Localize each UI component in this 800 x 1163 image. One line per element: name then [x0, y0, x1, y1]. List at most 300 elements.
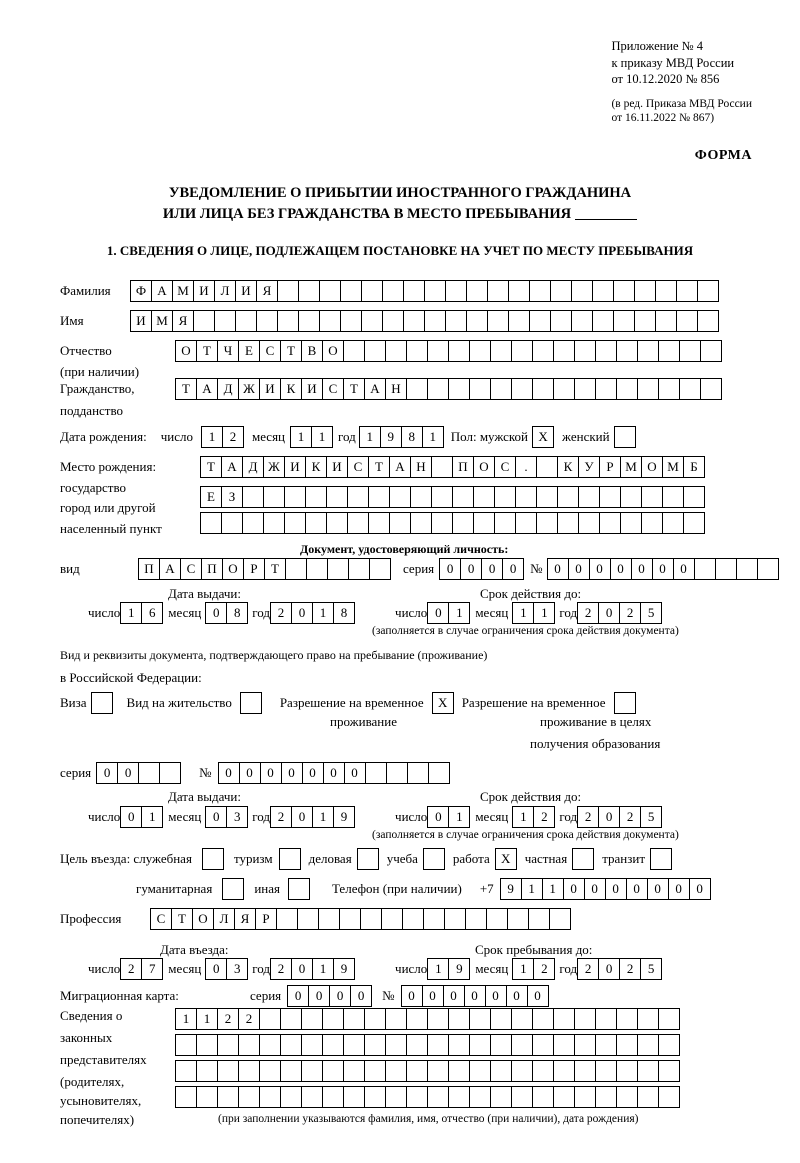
char-cell[interactable] [318, 908, 340, 930]
char-cell[interactable]: 3 [226, 806, 248, 828]
char-cell[interactable] [595, 1060, 617, 1082]
char-cell[interactable]: 0 [205, 958, 227, 980]
char-cell[interactable] [641, 486, 663, 508]
char-cell[interactable] [326, 512, 348, 534]
char-cell[interactable]: 2 [533, 958, 555, 980]
char-cell[interactable] [385, 1060, 407, 1082]
char-cell[interactable]: К [557, 456, 579, 478]
char-cell[interactable] [613, 280, 635, 302]
purpose-checkbox-humanitarian[interactable] [222, 878, 244, 900]
char-cell[interactable] [339, 908, 361, 930]
char-cell[interactable] [637, 378, 659, 400]
char-cell[interactable]: 0 [350, 985, 372, 1007]
char-cell[interactable] [276, 908, 298, 930]
char-cell[interactable] [327, 558, 349, 580]
stay-day-input[interactable] [427, 958, 470, 980]
char-cell[interactable]: 0 [205, 806, 227, 828]
char-cell[interactable]: 0 [673, 558, 695, 580]
char-cell[interactable] [574, 378, 596, 400]
char-cell[interactable] [322, 1086, 344, 1108]
char-cell[interactable]: 9 [333, 958, 355, 980]
char-cell[interactable]: 0 [547, 558, 569, 580]
char-cell[interactable] [571, 310, 593, 332]
char-cell[interactable] [242, 512, 264, 534]
char-cell[interactable] [406, 378, 428, 400]
char-cell[interactable]: Е [238, 340, 260, 362]
char-cell[interactable] [490, 1008, 512, 1030]
char-cell[interactable] [369, 558, 391, 580]
char-cell[interactable]: 0 [598, 958, 620, 980]
char-cell[interactable]: И [235, 280, 257, 302]
char-cell[interactable] [305, 486, 327, 508]
char-cell[interactable] [595, 1008, 617, 1030]
char-cell[interactable]: Р [255, 908, 277, 930]
char-cell[interactable] [637, 1086, 659, 1108]
char-cell[interactable]: Р [243, 558, 265, 580]
char-cell[interactable]: 9 [380, 426, 402, 448]
char-cell[interactable] [368, 512, 390, 534]
char-cell[interactable] [616, 1060, 638, 1082]
char-cell[interactable]: 1 [448, 602, 470, 624]
residence-checkbox[interactable] [240, 692, 262, 714]
char-cell[interactable]: 5 [640, 806, 662, 828]
char-cell[interactable]: К [280, 378, 302, 400]
char-cell[interactable] [532, 1086, 554, 1108]
char-cell[interactable] [364, 1060, 386, 1082]
char-cell[interactable] [574, 1034, 596, 1056]
char-cell[interactable]: П [452, 456, 474, 478]
char-cell[interactable] [196, 1034, 218, 1056]
char-cell[interactable] [620, 512, 642, 534]
char-cell[interactable] [553, 1008, 575, 1030]
char-cell[interactable] [427, 340, 449, 362]
char-cell[interactable]: 0 [218, 762, 240, 784]
char-cell[interactable]: 3 [226, 958, 248, 980]
char-cell[interactable] [486, 908, 508, 930]
char-cell[interactable] [410, 512, 432, 534]
char-cell[interactable] [200, 512, 222, 534]
char-cell[interactable]: Б [683, 456, 705, 478]
char-cell[interactable] [511, 1060, 533, 1082]
name-input[interactable] [130, 310, 719, 332]
char-cell[interactable]: 0 [598, 602, 620, 624]
char-cell[interactable]: Д [217, 378, 239, 400]
char-cell[interactable]: 2 [217, 1008, 239, 1030]
entry-day-input[interactable] [120, 958, 163, 980]
id-issue-year-input[interactable] [270, 602, 355, 624]
profession-input[interactable] [150, 908, 571, 930]
char-cell[interactable] [196, 1060, 218, 1082]
char-cell[interactable] [490, 340, 512, 362]
char-cell[interactable] [340, 280, 362, 302]
purpose-checkbox-chastnaya[interactable] [572, 848, 594, 870]
char-cell[interactable]: 1 [427, 958, 449, 980]
char-cell[interactable] [319, 280, 341, 302]
purpose-checkbox-other[interactable] [288, 878, 310, 900]
char-cell[interactable] [424, 310, 446, 332]
char-cell[interactable]: 9 [448, 958, 470, 980]
char-cell[interactable] [592, 280, 614, 302]
char-cell[interactable] [532, 340, 554, 362]
char-cell[interactable] [424, 280, 446, 302]
char-cell[interactable] [595, 340, 617, 362]
char-cell[interactable] [473, 512, 495, 534]
char-cell[interactable]: 0 [287, 985, 309, 1007]
char-cell[interactable] [406, 340, 428, 362]
char-cell[interactable]: О [192, 908, 214, 930]
char-cell[interactable]: М [172, 280, 194, 302]
char-cell[interactable] [259, 1086, 281, 1108]
char-cell[interactable] [364, 1086, 386, 1108]
char-cell[interactable]: 0 [427, 602, 449, 624]
char-cell[interactable] [532, 1060, 554, 1082]
phone-input[interactable] [500, 878, 711, 900]
char-cell[interactable]: 1 [312, 602, 334, 624]
char-cell[interactable]: Т [264, 558, 286, 580]
p-issue-month-input[interactable] [205, 806, 248, 828]
char-cell[interactable] [700, 378, 722, 400]
char-cell[interactable] [410, 486, 432, 508]
char-cell[interactable] [431, 512, 453, 534]
char-cell[interactable] [553, 1060, 575, 1082]
char-cell[interactable] [175, 1034, 197, 1056]
char-cell[interactable]: 2 [619, 958, 641, 980]
char-cell[interactable] [238, 1034, 260, 1056]
char-cell[interactable] [613, 310, 635, 332]
char-cell[interactable] [385, 340, 407, 362]
birth-year-input[interactable] [359, 426, 444, 448]
char-cell[interactable]: 0 [610, 558, 632, 580]
p-valid-month-input[interactable] [512, 806, 555, 828]
purpose-checkbox-turizm[interactable] [279, 848, 301, 870]
char-cell[interactable]: 0 [443, 985, 465, 1007]
char-cell[interactable]: 1 [542, 878, 564, 900]
char-cell[interactable]: Я [172, 310, 194, 332]
char-cell[interactable]: 0 [302, 762, 324, 784]
char-cell[interactable] [159, 762, 181, 784]
char-cell[interactable] [574, 1008, 596, 1030]
char-cell[interactable]: 0 [281, 762, 303, 784]
char-cell[interactable] [571, 280, 593, 302]
char-cell[interactable]: 1 [448, 806, 470, 828]
char-cell[interactable] [448, 1008, 470, 1030]
char-cell[interactable] [683, 512, 705, 534]
char-cell[interactable]: П [201, 558, 223, 580]
char-cell[interactable] [138, 762, 160, 784]
char-cell[interactable]: 1 [521, 878, 543, 900]
identity-series-input[interactable] [439, 558, 524, 580]
char-cell[interactable]: 1 [141, 806, 163, 828]
char-cell[interactable] [616, 1034, 638, 1056]
char-cell[interactable]: 1 [311, 426, 333, 448]
char-cell[interactable]: 1 [422, 426, 444, 448]
char-cell[interactable] [757, 558, 779, 580]
char-cell[interactable] [343, 1060, 365, 1082]
char-cell[interactable] [452, 486, 474, 508]
char-cell[interactable] [301, 1034, 323, 1056]
rep-input-1[interactable] [175, 1008, 680, 1030]
char-cell[interactable]: А [364, 378, 386, 400]
char-cell[interactable] [658, 1086, 680, 1108]
char-cell[interactable]: 2 [270, 602, 292, 624]
id-issue-month-input[interactable] [205, 602, 248, 624]
char-cell[interactable]: А [151, 280, 173, 302]
char-cell[interactable] [175, 1086, 197, 1108]
char-cell[interactable]: 9 [500, 878, 522, 900]
char-cell[interactable] [697, 280, 719, 302]
char-cell[interactable]: 0 [485, 985, 507, 1007]
char-cell[interactable] [655, 280, 677, 302]
char-cell[interactable]: 2 [533, 806, 555, 828]
char-cell[interactable]: 2 [577, 958, 599, 980]
char-cell[interactable] [403, 310, 425, 332]
char-cell[interactable] [616, 378, 638, 400]
char-cell[interactable] [574, 1060, 596, 1082]
char-cell[interactable] [263, 512, 285, 534]
char-cell[interactable]: 8 [226, 602, 248, 624]
birthplace-line-2[interactable] [200, 486, 705, 508]
char-cell[interactable] [347, 512, 369, 534]
char-cell[interactable] [386, 762, 408, 784]
char-cell[interactable] [343, 1034, 365, 1056]
char-cell[interactable] [662, 512, 684, 534]
char-cell[interactable] [536, 456, 558, 478]
char-cell[interactable] [536, 486, 558, 508]
char-cell[interactable] [193, 310, 215, 332]
char-cell[interactable]: 6 [141, 602, 163, 624]
char-cell[interactable] [444, 908, 466, 930]
char-cell[interactable]: 0 [96, 762, 118, 784]
char-cell[interactable]: 0 [652, 558, 674, 580]
visa-checkbox[interactable] [91, 692, 113, 714]
char-cell[interactable]: 0 [584, 878, 606, 900]
char-cell[interactable] [259, 1008, 281, 1030]
char-cell[interactable]: Т [200, 456, 222, 478]
char-cell[interactable] [620, 486, 642, 508]
purpose-checkbox-tranzit[interactable] [650, 848, 672, 870]
char-cell[interactable] [431, 456, 453, 478]
char-cell[interactable] [445, 310, 467, 332]
char-cell[interactable]: . [515, 456, 537, 478]
char-cell[interactable]: Т [343, 378, 365, 400]
stay-month-input[interactable] [512, 958, 555, 980]
char-cell[interactable]: 2 [577, 806, 599, 828]
char-cell[interactable] [490, 1060, 512, 1082]
char-cell[interactable]: 0 [422, 985, 444, 1007]
char-cell[interactable]: Я [256, 280, 278, 302]
char-cell[interactable] [277, 310, 299, 332]
edu-permit-checkbox[interactable] [614, 692, 636, 714]
char-cell[interactable] [364, 1034, 386, 1056]
char-cell[interactable] [427, 1060, 449, 1082]
char-cell[interactable]: С [347, 456, 369, 478]
char-cell[interactable]: С [180, 558, 202, 580]
char-cell[interactable] [297, 908, 319, 930]
char-cell[interactable]: Т [196, 340, 218, 362]
char-cell[interactable] [466, 310, 488, 332]
char-cell[interactable] [658, 378, 680, 400]
char-cell[interactable] [553, 340, 575, 362]
char-cell[interactable]: М [620, 456, 642, 478]
char-cell[interactable] [637, 340, 659, 362]
char-cell[interactable] [280, 1060, 302, 1082]
char-cell[interactable]: Ж [238, 378, 260, 400]
char-cell[interactable]: 0 [598, 806, 620, 828]
char-cell[interactable] [641, 512, 663, 534]
purpose-checkbox-sluzhebnaya[interactable] [202, 848, 224, 870]
char-cell[interactable] [637, 1034, 659, 1056]
char-cell[interactable] [301, 1086, 323, 1108]
char-cell[interactable] [431, 486, 453, 508]
rep-input-2[interactable] [175, 1034, 680, 1056]
char-cell[interactable] [256, 310, 278, 332]
char-cell[interactable] [423, 908, 445, 930]
char-cell[interactable] [469, 1086, 491, 1108]
char-cell[interactable]: А [389, 456, 411, 478]
char-cell[interactable] [214, 310, 236, 332]
char-cell[interactable] [634, 310, 656, 332]
char-cell[interactable] [427, 1034, 449, 1056]
char-cell[interactable] [238, 1086, 260, 1108]
entry-month-input[interactable] [205, 958, 248, 980]
char-cell[interactable] [361, 280, 383, 302]
char-cell[interactable] [658, 1008, 680, 1030]
p-valid-day-input[interactable] [427, 806, 470, 828]
char-cell[interactable] [301, 1060, 323, 1082]
char-cell[interactable] [595, 378, 617, 400]
char-cell[interactable] [175, 1060, 197, 1082]
char-cell[interactable] [550, 280, 572, 302]
char-cell[interactable] [389, 486, 411, 508]
char-cell[interactable]: Ж [263, 456, 285, 478]
char-cell[interactable] [427, 1086, 449, 1108]
char-cell[interactable] [277, 280, 299, 302]
char-cell[interactable]: С [322, 378, 344, 400]
char-cell[interactable]: М [151, 310, 173, 332]
char-cell[interactable] [361, 310, 383, 332]
char-cell[interactable] [301, 1008, 323, 1030]
char-cell[interactable] [599, 486, 621, 508]
purpose-checkbox-ucheba[interactable] [423, 848, 445, 870]
char-cell[interactable] [679, 340, 701, 362]
char-cell[interactable] [402, 908, 424, 930]
char-cell[interactable] [221, 512, 243, 534]
entry-year-input[interactable] [270, 958, 355, 980]
char-cell[interactable]: 2 [238, 1008, 260, 1030]
char-cell[interactable]: О [322, 340, 344, 362]
char-cell[interactable]: Т [368, 456, 390, 478]
char-cell[interactable]: 1 [290, 426, 312, 448]
char-cell[interactable] [528, 908, 550, 930]
char-cell[interactable] [529, 310, 551, 332]
char-cell[interactable] [217, 1060, 239, 1082]
identity-type-input[interactable] [138, 558, 391, 580]
char-cell[interactable]: 1 [512, 958, 534, 980]
char-cell[interactable]: 0 [308, 985, 330, 1007]
char-cell[interactable]: 0 [401, 985, 423, 1007]
char-cell[interactable] [487, 310, 509, 332]
char-cell[interactable] [407, 762, 429, 784]
char-cell[interactable]: 1 [312, 958, 334, 980]
char-cell[interactable] [592, 310, 614, 332]
char-cell[interactable] [284, 486, 306, 508]
patronymic-input[interactable] [175, 340, 722, 362]
char-cell[interactable] [676, 310, 698, 332]
id-valid-day-input[interactable] [427, 602, 470, 624]
char-cell[interactable] [616, 1086, 638, 1108]
char-cell[interactable]: П [138, 558, 160, 580]
char-cell[interactable]: 0 [464, 985, 486, 1007]
char-cell[interactable] [550, 310, 572, 332]
sex-male-checkbox[interactable]: X [532, 426, 554, 448]
char-cell[interactable]: 1 [312, 806, 334, 828]
char-cell[interactable] [322, 1008, 344, 1030]
char-cell[interactable]: С [259, 340, 281, 362]
char-cell[interactable] [448, 1086, 470, 1108]
char-cell[interactable] [511, 340, 533, 362]
char-cell[interactable] [365, 762, 387, 784]
char-cell[interactable]: 2 [270, 806, 292, 828]
char-cell[interactable] [427, 1008, 449, 1030]
char-cell[interactable] [427, 378, 449, 400]
char-cell[interactable]: 1 [120, 602, 142, 624]
char-cell[interactable]: Л [213, 908, 235, 930]
char-cell[interactable] [280, 1086, 302, 1108]
char-cell[interactable] [532, 1008, 554, 1030]
char-cell[interactable] [280, 1008, 302, 1030]
p-issue-day-input[interactable] [120, 806, 163, 828]
char-cell[interactable] [557, 512, 579, 534]
char-cell[interactable] [452, 512, 474, 534]
char-cell[interactable]: 9 [333, 806, 355, 828]
char-cell[interactable] [285, 558, 307, 580]
char-cell[interactable]: 0 [563, 878, 585, 900]
char-cell[interactable]: 1 [175, 1008, 197, 1030]
char-cell[interactable] [217, 1034, 239, 1056]
char-cell[interactable] [196, 1086, 218, 1108]
char-cell[interactable]: 2 [120, 958, 142, 980]
char-cell[interactable] [364, 1008, 386, 1030]
mc-series-input[interactable] [287, 985, 372, 1007]
char-cell[interactable]: А [221, 456, 243, 478]
char-cell[interactable] [557, 486, 579, 508]
purpose-checkbox-rabota[interactable]: X [495, 848, 517, 870]
char-cell[interactable]: Н [410, 456, 432, 478]
char-cell[interactable] [473, 486, 495, 508]
char-cell[interactable] [697, 310, 719, 332]
char-cell[interactable] [679, 378, 701, 400]
char-cell[interactable]: 0 [605, 878, 627, 900]
mc-number-input[interactable] [401, 985, 549, 1007]
temp-permit-checkbox[interactable]: X [432, 692, 454, 714]
char-cell[interactable] [406, 1008, 428, 1030]
char-cell[interactable]: 8 [333, 602, 355, 624]
char-cell[interactable]: И [301, 378, 323, 400]
char-cell[interactable] [382, 310, 404, 332]
char-cell[interactable]: 0 [291, 806, 313, 828]
char-cell[interactable] [490, 1034, 512, 1056]
char-cell[interactable] [326, 486, 348, 508]
char-cell[interactable] [515, 512, 537, 534]
char-cell[interactable]: 8 [401, 426, 423, 448]
char-cell[interactable]: 2 [619, 602, 641, 624]
char-cell[interactable]: Д [242, 456, 264, 478]
char-cell[interactable]: 7 [141, 958, 163, 980]
char-cell[interactable] [406, 1086, 428, 1108]
p-issue-year-input[interactable] [270, 806, 355, 828]
char-cell[interactable] [465, 908, 487, 930]
stay-year-input[interactable] [577, 958, 662, 980]
